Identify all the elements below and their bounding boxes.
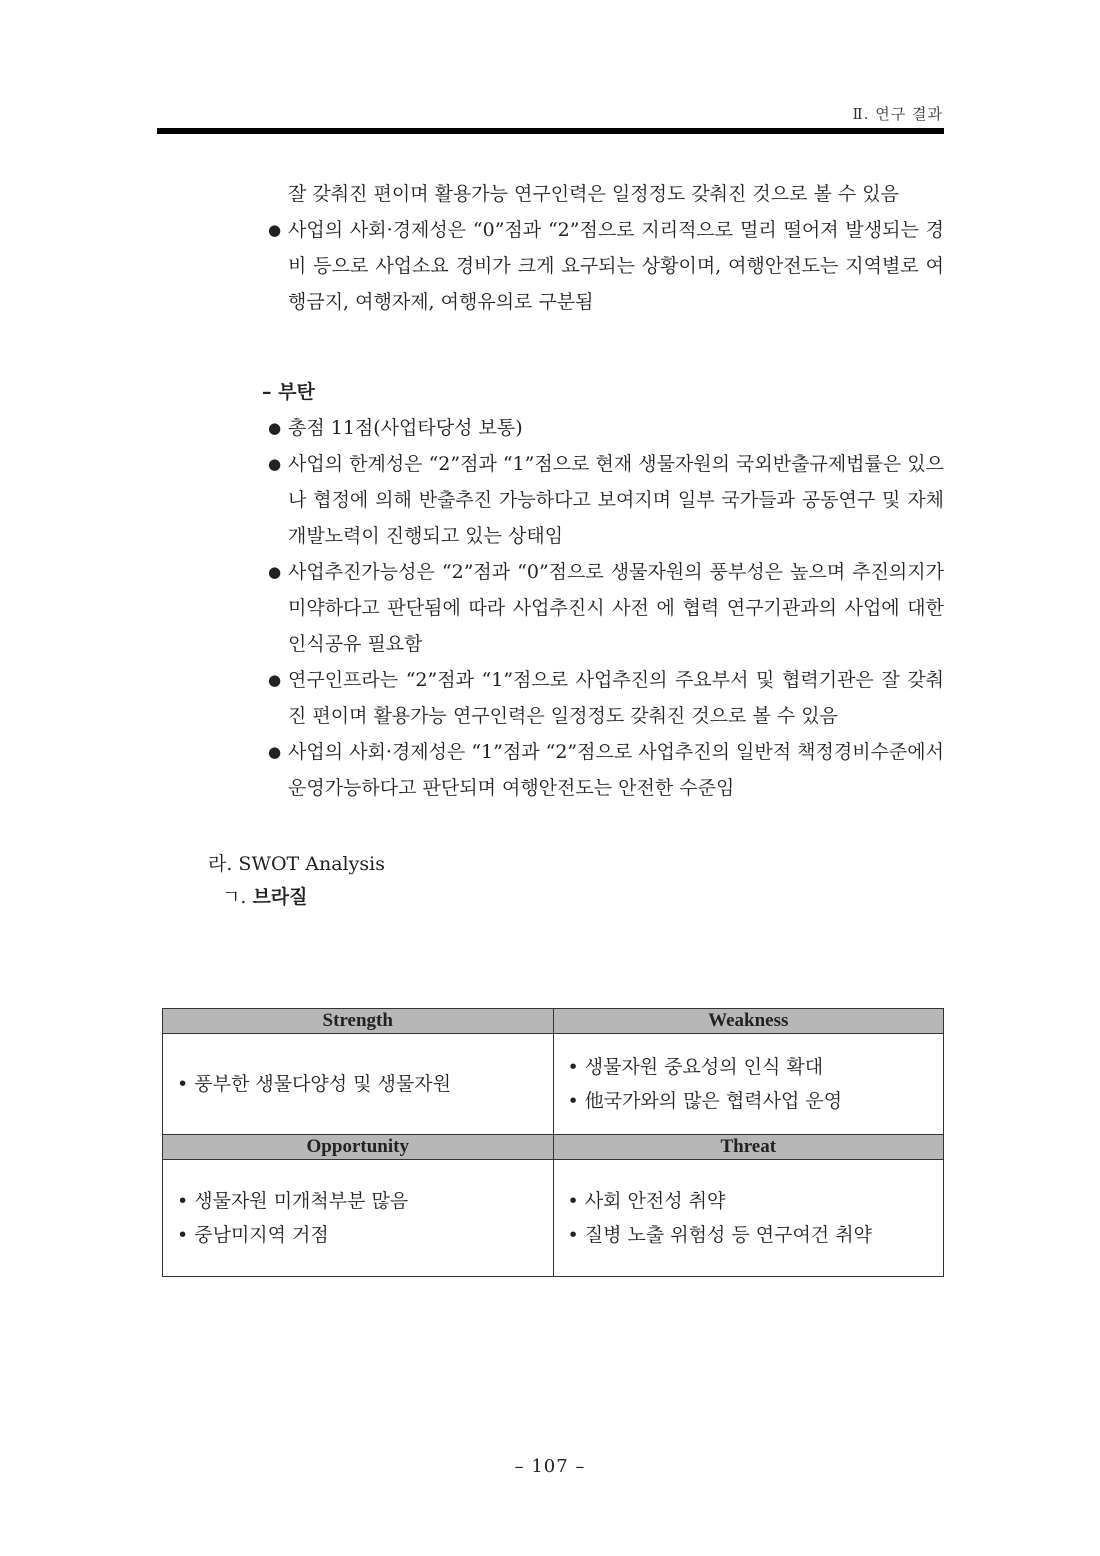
section-title: 라. SWOT Analysis bbox=[208, 853, 385, 875]
swot-header-weakness: Weakness bbox=[553, 1009, 944, 1034]
bullet-item bbox=[268, 212, 944, 320]
bullet-text: 연구인프라는 “2”점과 “1”점으로 사업추진의 주요부서 및 협력기관은 잘 갖춰진 편이며 활용가능 연구인력은 일정정도 갖춰진 것으로 볼 수 있음 bbox=[288, 669, 944, 727]
bullet-dot-icon: ● bbox=[268, 743, 282, 761]
bullet-dot-icon: ● bbox=[268, 563, 282, 581]
bhutan-heading: – 부탄 bbox=[262, 381, 315, 403]
bullet-text: 사업의 한계성은 “2”점과 “1”점으로 현재 생물자원의 국외반출규제법률은 있으나 협정에 의해 반출추진 가능하다고 보여지며 일부 국가들과 공동연구 및 자체 개발노력이 진행되고 있는 상태임 bbox=[288, 453, 944, 547]
bullet-item bbox=[268, 446, 944, 554]
bullet-text: 사업의 사회·경제성은 “1”점과 “2”점으로 사업추진의 일반적 책정경비수준에서 운영가능하다고 판단되며 여행안전도는 안전한 수준임 bbox=[288, 741, 944, 799]
bullet-dot-icon: ● bbox=[268, 455, 282, 473]
bullet-item bbox=[268, 662, 944, 734]
swot-item: • 풍부한 생물다양성 및 생물자원 bbox=[177, 1073, 451, 1095]
bullet-item bbox=[268, 410, 944, 446]
swot-item: • 중남미지역 거점 bbox=[177, 1224, 329, 1246]
swot-item: • 他국가와의 많은 협력사업 운영 bbox=[567, 1090, 843, 1112]
subsection-title bbox=[222, 880, 1100, 914]
swot-cell-opportunity bbox=[163, 1160, 554, 1277]
bullet-dot-icon: ● bbox=[268, 221, 282, 239]
page-number: – 107 – bbox=[514, 1456, 586, 1477]
swot-item: • 질병 노출 위험성 등 연구여건 취약 bbox=[567, 1224, 872, 1246]
bullet-text: 사업의 사회·경제성은 “0”점과 “2”점으로 지리적으로 멀리 떨어져 발생되는 경비 등으로 사업소요 경비가 크게 요구되는 상황이며, 여행안전도는 지역별로 여행금지, 여행자제, 여행유의로 구분됨 bbox=[288, 219, 944, 313]
swot-item: • 사회 안전성 취약 bbox=[567, 1190, 726, 1212]
swot-header-opportunity: Opportunity bbox=[163, 1135, 554, 1160]
continuation-paragraph: 잘 갖춰진 편이며 활용가능 연구인력은 일정정도 갖춰진 것으로 볼 수 있음 bbox=[288, 183, 900, 205]
swot-cell-threat bbox=[553, 1160, 944, 1277]
subsection-name: 브라질 bbox=[252, 886, 308, 908]
running-header: Ⅱ. 연구 결과 bbox=[852, 105, 943, 123]
swot-cell-weakness bbox=[553, 1034, 944, 1135]
bullet-dot-icon: ● bbox=[268, 419, 282, 437]
header-rule bbox=[157, 128, 944, 134]
swot-cell-strength bbox=[163, 1034, 554, 1135]
swot-header-threat: Threat bbox=[553, 1135, 944, 1160]
bullet-dot-icon: ● bbox=[268, 671, 282, 689]
swot-item: • 생물자원 중요성의 인식 확대 bbox=[567, 1056, 824, 1078]
bullet-text: 사업추진가능성은 “2”점과 “0”점으로 생물자원의 풍부성은 높으며 추진의지가 미약하다고 판단됨에 따라 사업추진시 사전 에 협력 연구기관과의 사업에 대한 인식공유 필요함 bbox=[288, 561, 944, 655]
bullet-text: 총점 11점(사업타당성 보통) bbox=[288, 417, 523, 439]
swot-header-strength: Strength bbox=[163, 1009, 554, 1034]
swot-item: • 생물자원 미개척부분 많음 bbox=[177, 1190, 409, 1212]
subsection-prefix: ㄱ. bbox=[222, 886, 253, 908]
bullet-item bbox=[268, 734, 944, 806]
bullet-item bbox=[268, 554, 944, 662]
page-body bbox=[0, 176, 1100, 914]
swot-table bbox=[162, 1008, 944, 1277]
